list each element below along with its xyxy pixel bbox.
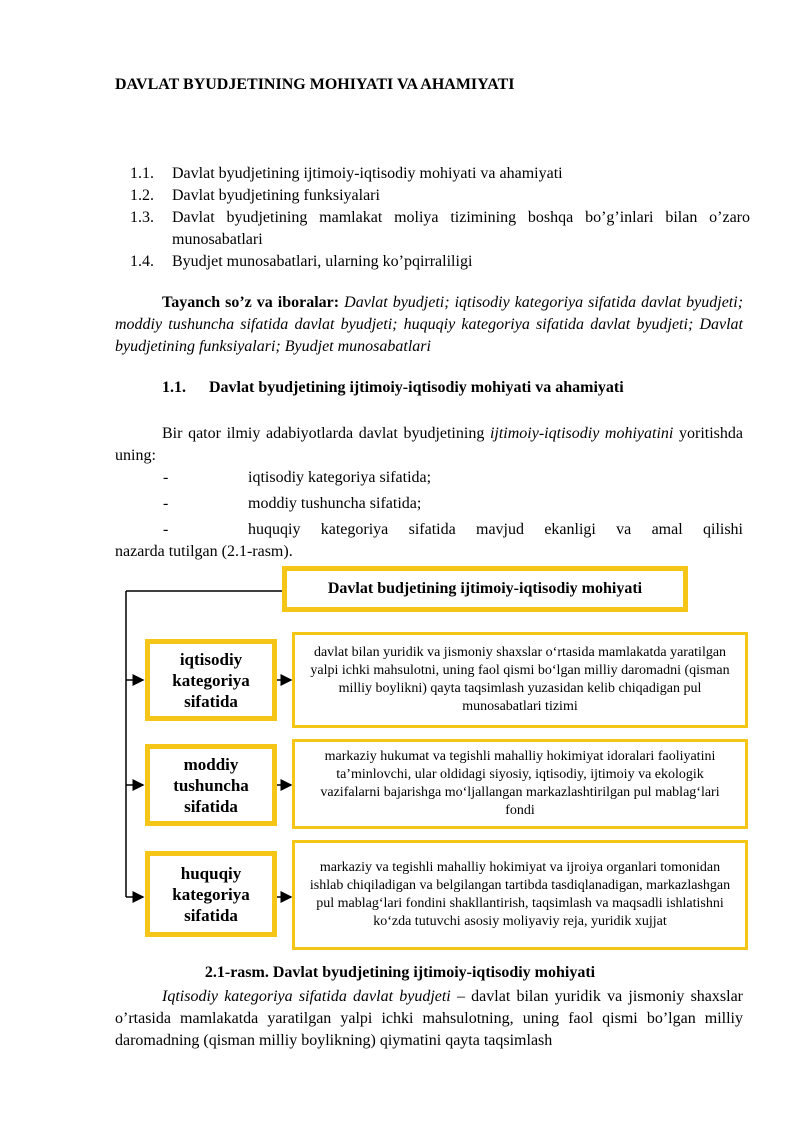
dash-bullet: - (163, 521, 169, 538)
toc-text: Davlat byudjetining ijtimoiy-iqtisodiy mohiyati va ahamiyati (172, 165, 563, 182)
keywords-label: Tayanch so’z va iboralar: (162, 294, 340, 311)
list-item-text: moddiy tushuncha sifatida; (248, 495, 422, 512)
description-box: markaziy va tegishli mahalliy hokimiyat va ijroiya organlari tomonidan ishlab chiqiladigan va belgilangan tartibda tasdiqlanadigan, markazlashgan pul mablag‘lari fondini shakllantirish, taqsimlash va maqsadli ishlatishni ko‘zda tutuvchi asosiy moliyaviy reja, yuridik xujjat (292, 840, 748, 950)
description-box: davlat bilan yuridik va jismoniy shaxslar o‘rtasida mamlakatda yaratilgan yalpi ichki mahsulotni, uning faol qismi bo‘lgan milliy daromadni (qisman milliy boylikni) qayta taqsimlash yuzasidan kelib chiqadigan pul munosabatlari tizimi (292, 632, 748, 728)
toc-text: Davlat byudjetining mamlakat moliya tizimining boshqa bo’g’inlari bilan o’zaro munosabatlari (172, 209, 750, 248)
dash-bullet: - (163, 495, 169, 512)
toc-number: 1.2. (130, 187, 154, 204)
section-title: Davlat byudjetining ijtimoiy-iqtisodiy mohiyati va ahamiyati (209, 379, 624, 396)
category-box: moddiy tushuncha sifatida (145, 744, 277, 826)
toc-text: Byudjet munosabatlari, ularning ko’pqirraliligi (172, 253, 473, 270)
list-item-text: huquqiy kategoriya sifatida mavjud ekanligi va amal qilishi (248, 521, 743, 538)
description-box: markaziy hukumat va tegishli mahalliy hokimiyat idoralari faoliyatini ta’minlovchi, ular oldidagi siyosiy, iqtisodiy, ijtimoiy va ekologik vazifalarni bajarishga mo‘ljallangan markazlashtirilgan pul mablag‘lari fondi (292, 739, 748, 829)
category-box: iqtisodiy kategoriya sifatida (145, 639, 277, 721)
figure-caption: 2.1-rasm. Davlat byudjetining ijtimoiy-iqtisodiy mohiyati (204, 964, 596, 981)
intro-text-end: yoritishda uning: (115, 425, 744, 464)
intro-emphasis: ijtimoiy-iqtisodiy mohiyatini (489, 425, 674, 442)
body-paragraph (115, 986, 743, 1052)
toc-number: 1.3. (130, 209, 154, 226)
page-title: DAVLAT BYUDJETINING MOHIYATI VA AHAMIYATI (115, 76, 515, 93)
list-continuation: nazarda tutilgan (2.1-rasm). (115, 543, 293, 560)
toc-text: Davlat byudjetining funksiyalari (172, 187, 380, 204)
toc-number: 1.1. (130, 165, 154, 182)
keywords-text: Davlat byudjeti; iqtisodiy kategoriya sifatida davlat byudjeti; moddiy tushuncha sifatida davlat byudjeti; huquqiy kategoriya sifatida davlat byudjeti; Davlat byudjetining funksiyalari; Byudjet munosabatlari (115, 294, 744, 355)
diagram-title-box: Davlat budjetining ijtimoiy-iqtisodiy mohiyati (282, 566, 688, 612)
intro-text: Bir qator ilmiy adabiyotlarda davlat byudjetining (162, 425, 490, 442)
category-box: huquqiy kategoriya sifatida (145, 851, 277, 937)
section-number: 1.1. (162, 379, 186, 396)
toc-number: 1.4. (130, 253, 154, 270)
term-emphasis: Iqtisodiy kategoriya sifatida davlat byudjeti (162, 988, 451, 1005)
dash-bullet: - (163, 469, 169, 486)
paragraph-text: – davlat bilan yuridik va jismoniy shaxslar o’rtasida mamlakatda yaratilgan yalpi ichki mahsulotning, uning faol qismi bo’lgan milliy daromadning (qisman milliy boylikning) qiymatini qayta taqsimlash (115, 988, 744, 1049)
list-item-text: iqtisodiy kategoriya sifatida; (248, 469, 432, 486)
